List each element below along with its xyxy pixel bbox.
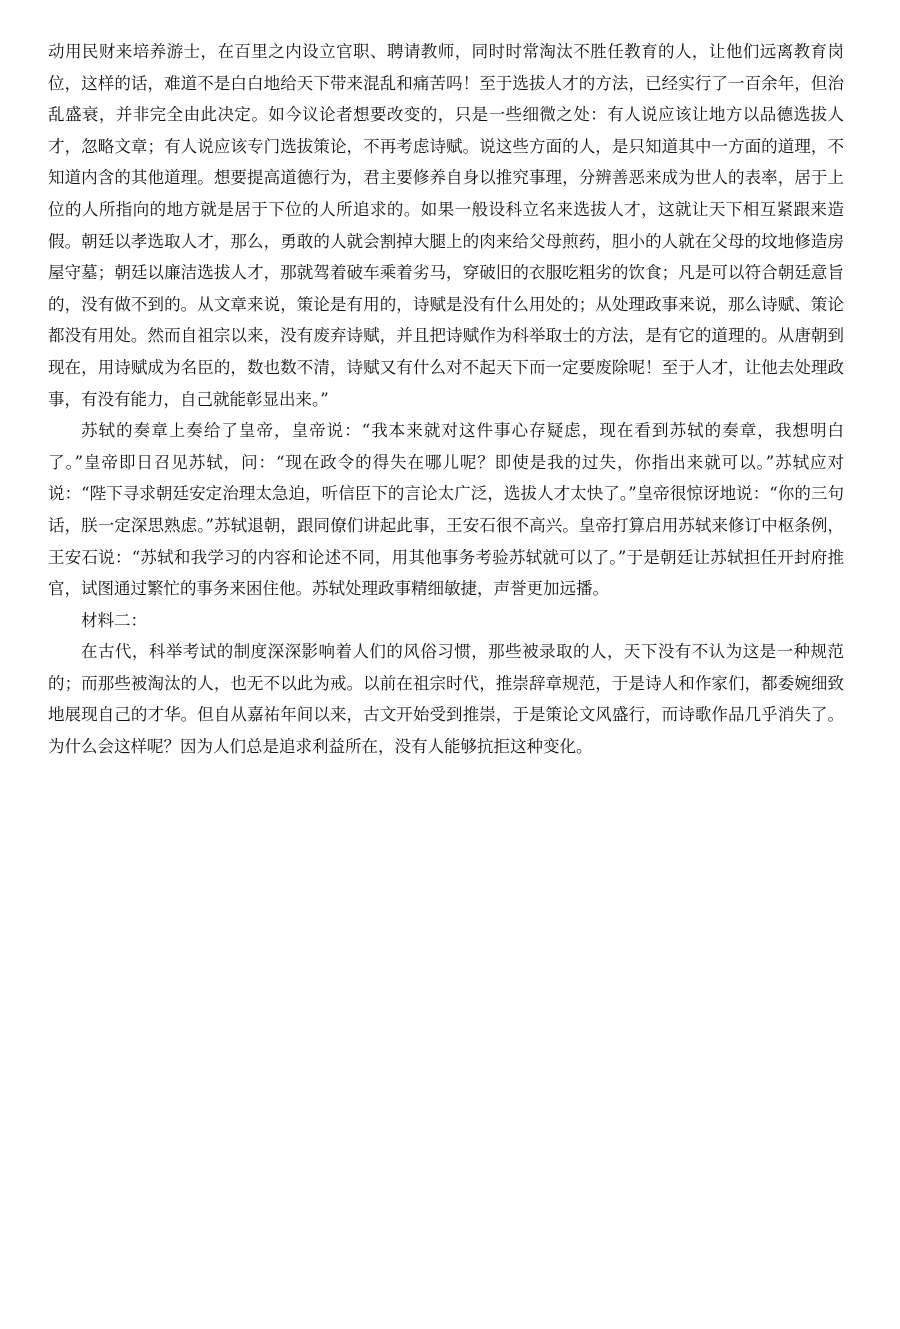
paragraph-material-two: 在古代，科举考试的制度深深影响着人们的风俗习惯，那些被录取的人，天下没有不认为这是一种规范的；而那些被淘汰的人，也无不以此为戒。以前在祖宗时代，推崇辞章规范，于是诗人和作家们，都委婉细致地展现自己的才华。但自从嘉祐年间以来，古文开始受到推崇，于是策论文风盛行，而诗歌作品几乎消失了。为什么会这样呢？因为人们总是追求利益所在，没有人能够抗拒这种变化。: [48, 642, 844, 757]
section-label-material-two: 材料二：: [81, 610, 147, 630]
paragraph-continued: 动用民财来培养游士，在百里之内设立官职、聘请教师，同时时常淘汰不胜任教育的人，让他们远离教育岗位，这样的话，难道不是白白地给天下带来混乱和痛苦吗！至于选拔人才的方法，已经实行了一百余年，但治乱盛衰，并非完全由此决定。如今议论者想要改变的，只是一些细微之处：有人说应该让地方以品德选拔人才，忽略文章；有人说应该专门选拔策论，不再考虑诗赋。说这些方面的人，是只知道其中一方面的道理，不知道内含的其他道理。想要提高道德行为，君主要修养自身以推究事理，分辨善恶来成为世人的表率，居于上位的人所指向的地方就是居于下位的人所追求的。如果一般设科立名来选拔人才，这就让天下相互紧跟来造假。朝廷以孝选取人才，那么，勇敢的人就会割掉大腿上的肉来给父母煎药，胆小的人就在父母的坟地修造房屋守墓；朝廷以廉洁选拔人才，那就驾着破车乘着劣马，穿破旧的衣服吃粗劣的饮食；凡是可以符合朝廷意旨的，没有做不到的。从文章来说，策论是有用的，诗赋是没有什么用处的；从处理政事来说，那么诗赋、策论都没有用处。然而自祖宗以来，没有废弃诗赋，并且把诗赋作为科举取士的方法，是有它的道理的。从唐朝到现在，用诗赋成为名臣的，数也数不清，诗赋又有什么对不起天下而一定要废除呢！至于人才，让他去处理政事，有没有能力，自己就能彰显出来。”: [48, 42, 844, 409]
document-body: [48, 36, 844, 763]
paragraph-su-shi-memorial: 苏轼的奏章上奏给了皇帝，皇帝说：“我本来就对这件事心存疑虑，现在看到苏轼的奏章，我想明白了。”皇帝即日召见苏轼，问：“现在政令的得失在哪儿呢？即使是我的过失，你指出来就可以。”苏轼应对说：“陛下寻求朝廷安定治理太急迫，听信臣下的言论太广泛，选拔人才太快了。”皇帝很惊讶地说：“你的三句话，朕一定深思熟虑。”苏轼退朝，跟同僚们讲起此事，王安石很不高兴。皇帝打算启用苏轼来修订中枢条例，王安石说：“苏轼和我学习的内容和论述不同，用其他事务考验苏轼就可以了。”于是朝廷让苏轼担任开封府推官，试图通过繁忙的事务来困住他。苏轼处理政事精细敏捷，声誉更加远播。: [48, 421, 844, 599]
